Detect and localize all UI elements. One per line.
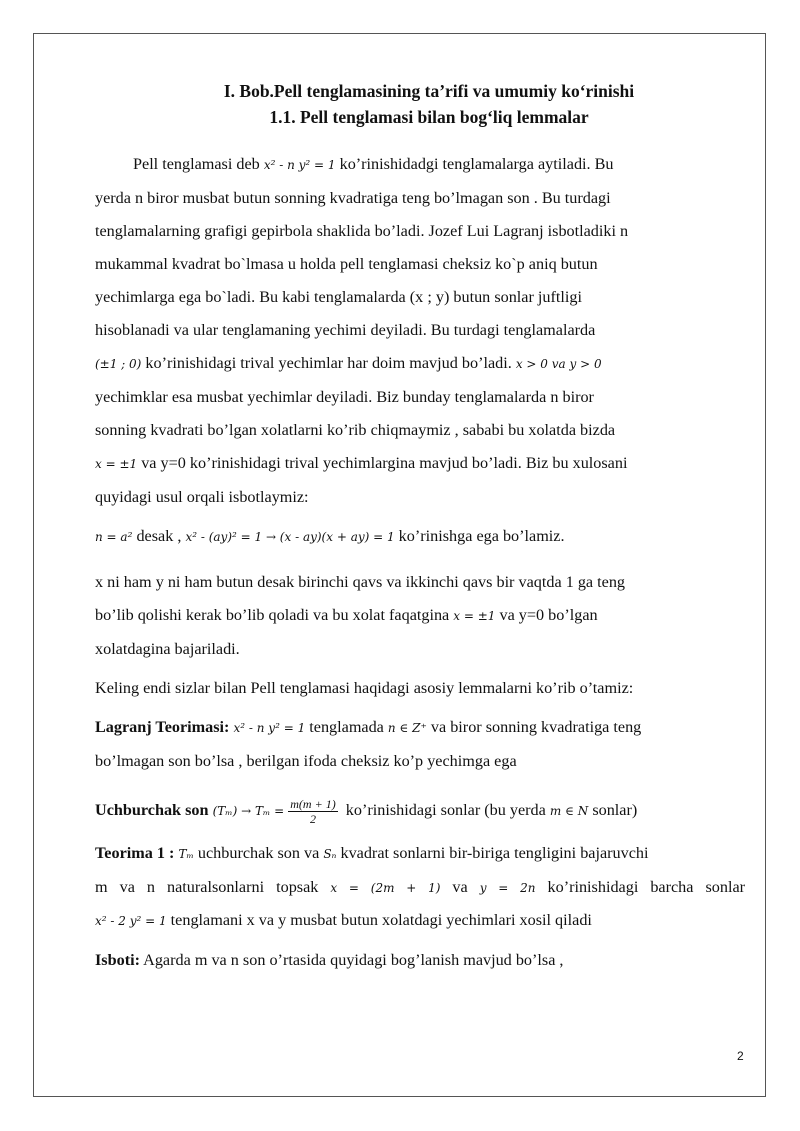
factorization-formula: x² - (ay)² = 1 → (x - ay)(x + ay) = 1 [185, 530, 395, 544]
lagrange-theorem [95, 711, 745, 778]
pell-equation: x² - n y² = 1 [233, 721, 306, 735]
text: tenglamada [309, 718, 384, 736]
paragraph-intro-lemmas: Keling endi sizlar bilan Pell tenglamasi haqidagi asosiy lemmalarni ko’rib o’tamiz: [95, 679, 634, 697]
text: tenglamani x va y musbat butun xolatdagi yechimlari xosil qiladi [170, 911, 592, 929]
trivial-solution-formula: (±1 ; 0) [95, 357, 142, 371]
text: ko’rinishidadgi tenglamalarga aytiladi. Bu [339, 155, 614, 173]
theorem-1 [95, 837, 745, 938]
text: ko’rinishidagi sonlar (bu yerda [345, 801, 546, 819]
paragraph-definition [95, 148, 745, 514]
text: mukammal kvadrat bo`lmasa u holda pell tenglamasi cheksiz ko`p aniq butun [95, 255, 598, 273]
proof-label: Isboti: [95, 951, 140, 969]
x-formula: x = (2m + 1) [330, 881, 441, 895]
paragraph-derivation [95, 520, 745, 554]
text: yechimlarga ega bo`ladi. Bu kabi tenglamalarda (x ; y) butun sonlar juftligi [95, 288, 582, 306]
text: Pell tenglamasi deb [133, 155, 260, 173]
text: kvadrat sonlarni bir-biriga tengligini bajaruvchi [340, 844, 649, 862]
theorem-label: Teorima 1 : [95, 844, 175, 862]
text: ko’rinishga ega bo’lamiz. [398, 527, 565, 545]
pell-equation: x² - n y² = 1 [263, 158, 336, 172]
square-symbol: Sₙ [323, 847, 337, 861]
text: sonning kvadrati bo’lgan xolatlarni ko’rib chiqmaymiz , sababi bu xolatda bizda [95, 421, 616, 439]
theorem-label: Lagranj Teorimasi: [95, 718, 230, 736]
text: sonlar) [592, 801, 638, 819]
paragraph-conclusion [95, 566, 745, 666]
text: xolatdagina bajariladi. [95, 640, 240, 658]
text: quyidagi usul orqali isbotlaymiz: [95, 488, 309, 506]
triangular-fraction [288, 797, 337, 826]
triangular-number-definition [95, 790, 745, 831]
text: yerda n biror musbat butun sonning kvadratiga teng bo’lmagan son . Bu turdagi [95, 189, 611, 207]
fraction-denominator: 2 [309, 811, 316, 826]
text: bo’lmagan son bo’lsa , berilgan ifoda cheksiz ko’p yechimga ega [95, 752, 517, 770]
definition-label: Uchburchak son [95, 801, 209, 819]
text: bo’lib qolishi kerak bo’lib qoladi va bu xolat faqatgina [95, 606, 450, 624]
text: uchburchak son va [197, 844, 320, 862]
text: tenglamalarning grafigi gepirbola shaklida bo’ladi. Jozef Lui Lagranj isbotladiki n [95, 222, 629, 240]
text: va biror sonning kvadratiga teng [430, 718, 642, 736]
text: yechimklar esa musbat yechimlar deyiladi. Biz bunday tenglamalarda n biror [95, 388, 594, 406]
positive-condition-formula: x > 0 va y > 0 [515, 357, 602, 371]
justified-line [95, 871, 745, 904]
fraction-numerator: m(m + 1) [290, 796, 336, 811]
page-number: 2 [737, 1049, 744, 1063]
x-equals-formula: x = ±1 [453, 609, 496, 623]
set-membership-formula: n ∈ Z⁺ [387, 721, 427, 735]
text: hisoblanadi va ular tenglamaning yechimi deyiladi. Bu turdagi tenglamalarda [95, 321, 596, 339]
set-membership-formula: m ∈ N [549, 804, 589, 818]
triangular-formula: (Tₘ) → Tₘ = [212, 804, 285, 818]
text: m va n naturalsonlarni topsak [95, 878, 319, 896]
text: desak , [136, 527, 182, 545]
text: Agarda m va n son o’rtasida quyidagi bog’lanish mavjud bo’lsa , [143, 951, 564, 969]
x-equals-formula: x = ±1 [95, 457, 138, 471]
triangular-symbol: Tₘ [178, 847, 194, 861]
text: x ni ham y ni ham butun desak birinchi qavs va ikkinchi qavs bir vaqtda 1 ga teng [95, 573, 626, 591]
text: va y=0 ko’rinishidagi trival yechimlargina mavjud bo’ladi. Biz bu xulosani [141, 454, 628, 472]
chapter-title: I. Bob.Pell tenglamasining ta’rifi va umumiy ko‘rinishi [223, 81, 635, 101]
proof-start [95, 944, 745, 977]
text: ko’rinishidagi trival yechimlar har doim mavjud bo’ladi. [145, 354, 512, 372]
text: va [452, 878, 468, 896]
text: va y=0 bo’lgan [499, 606, 598, 624]
text: ko’rinishidagi barcha sonlar [547, 878, 746, 896]
document-body [95, 78, 745, 977]
y-formula: y = 2n [479, 881, 536, 895]
n-equals-formula: n = a² [95, 530, 133, 544]
pell-equation-n2: x² - 2 y² = 1 [95, 914, 167, 928]
section-title: 1.1. Pell tenglamasi bilan bog‘liq lemmalar [269, 107, 589, 127]
